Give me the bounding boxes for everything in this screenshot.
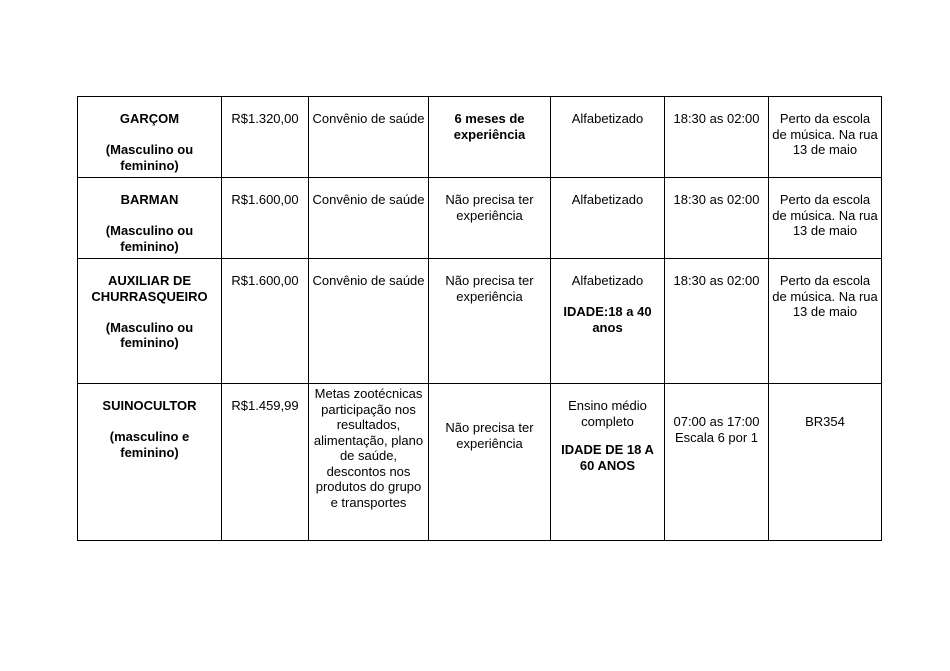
job-age: IDADE DE 18 A 60 ANOS bbox=[561, 442, 654, 473]
table-row bbox=[78, 178, 882, 259]
job-title-cell bbox=[78, 384, 222, 541]
job-location: Perto da escola de música. Na rua 13 de maio bbox=[769, 259, 882, 384]
job-gender: (Masculino ou feminino) bbox=[105, 319, 194, 350]
job-title: SUINOCULTOR bbox=[102, 398, 197, 413]
table-row bbox=[78, 259, 882, 384]
job-benefits: Convênio de saúde bbox=[309, 178, 429, 259]
job-benefits: Metas zootécnicas participação nos resultados, alimentação, plano de saúde, descontos nos produtos do grupo e transportes bbox=[309, 384, 429, 541]
job-schedule: 18:30 as 02:00 bbox=[665, 97, 769, 178]
job-listings-table bbox=[77, 96, 882, 541]
job-experience: 6 meses de experiência bbox=[429, 97, 551, 178]
job-schedule: 18:30 as 02:00 bbox=[665, 178, 769, 259]
job-title-cell bbox=[78, 259, 222, 384]
job-location: Perto da escola de música. Na rua 13 de maio bbox=[769, 97, 882, 178]
job-schedule-extra: Escala 6 por 1 bbox=[674, 429, 759, 445]
job-salary: R$1.320,00 bbox=[222, 97, 309, 178]
job-title: GARÇOM bbox=[119, 111, 180, 126]
job-education-cell bbox=[551, 384, 665, 541]
job-salary: R$1.600,00 bbox=[222, 178, 309, 259]
job-title-cell bbox=[78, 178, 222, 259]
job-salary: R$1.600,00 bbox=[222, 259, 309, 384]
job-education: Alfabetizado bbox=[571, 111, 644, 126]
job-education-cell bbox=[551, 97, 665, 178]
job-salary: R$1.459,99 bbox=[222, 384, 309, 541]
table-row bbox=[78, 384, 882, 541]
job-schedule: 07:00 as 17:00 bbox=[673, 414, 760, 429]
job-gender: (Masculino ou feminino) bbox=[105, 142, 194, 173]
job-education-cell bbox=[551, 178, 665, 259]
table-row bbox=[78, 97, 882, 178]
job-location: BR354 bbox=[769, 384, 882, 541]
job-education: Ensino médio completo bbox=[568, 398, 647, 429]
job-education-cell bbox=[551, 259, 665, 384]
job-education: Alfabetizado bbox=[571, 273, 644, 288]
job-location: Perto da escola de música. Na rua 13 de maio bbox=[769, 178, 882, 259]
job-gender: (Masculino ou feminino) bbox=[105, 223, 194, 254]
job-benefits: Convênio de saúde bbox=[309, 259, 429, 384]
job-experience: Não precisa ter experiência bbox=[429, 384, 551, 541]
job-age: IDADE:18 a 40 anos bbox=[563, 304, 652, 335]
job-title: AUXILIAR DE CHURRASQUEIRO bbox=[91, 273, 208, 304]
job-benefits: Convênio de saúde bbox=[309, 97, 429, 178]
job-education: Alfabetizado bbox=[571, 192, 644, 207]
job-schedule-cell bbox=[665, 384, 769, 541]
job-title-cell bbox=[78, 97, 222, 178]
job-gender: (masculino e feminino) bbox=[109, 429, 190, 460]
job-title: BARMAN bbox=[120, 192, 179, 207]
job-experience: Não precisa ter experiência bbox=[429, 178, 551, 259]
job-experience: Não precisa ter experiência bbox=[429, 259, 551, 384]
job-schedule: 18:30 as 02:00 bbox=[665, 259, 769, 384]
